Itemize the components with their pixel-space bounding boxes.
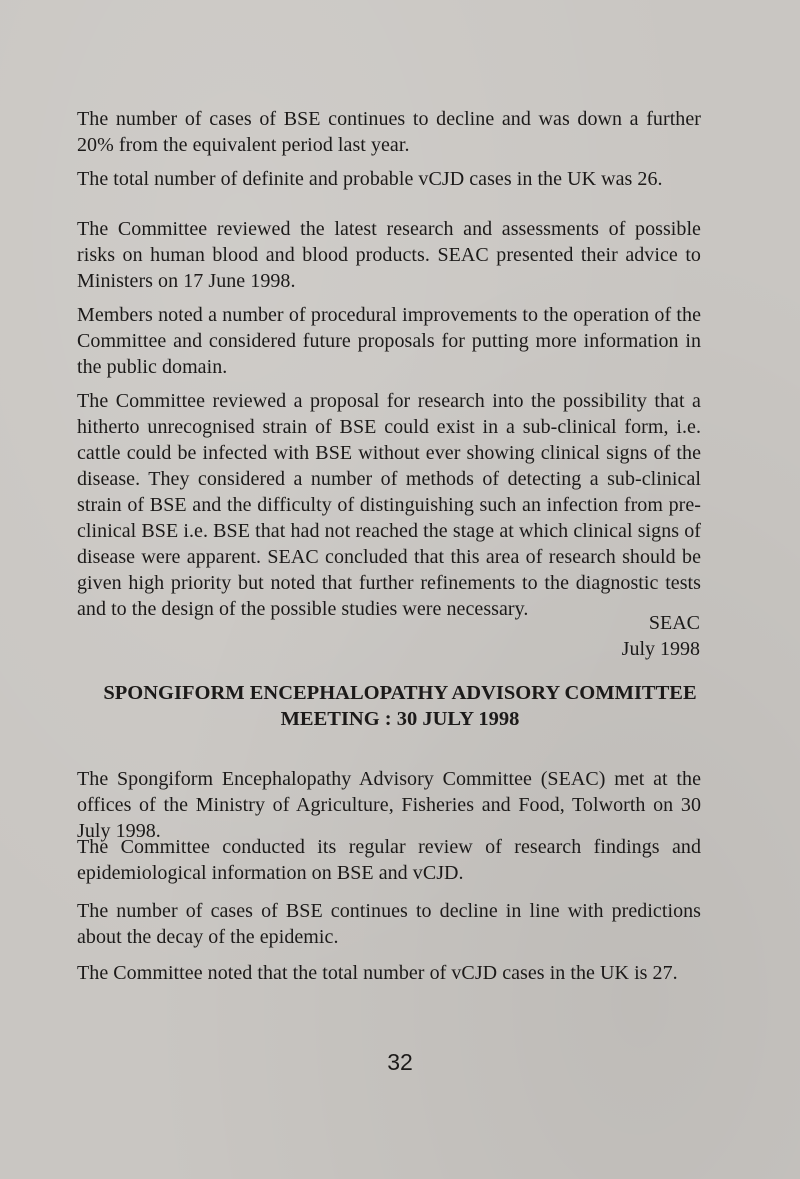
- signature-date: July 1998: [621, 638, 700, 660]
- paragraph-regular-review: The Committee conducted its regular review of research findings and epidemiological information on BSE and vCJD.: [77, 836, 701, 884]
- paragraph-meeting-location: The Spongiform Encephalopathy Advisory Committee (SEAC) met at the offices of the Ministry of Agriculture, Fisheries and Food, Tolworth on 30 July 1998.: [77, 768, 701, 842]
- paragraph-bse-predictions: The number of cases of BSE continues to decline in line with predictions about the decay of the epidemic.: [77, 900, 701, 948]
- meeting-heading-title: SPONGIFORM ENCEPHALOPATHY ADVISORY COMMITTEE: [103, 682, 697, 704]
- paragraph-blood-products: The Committee reviewed the latest research and assessments of possible risks on human blood and blood products. SEAC presented their advice to Ministers on 17 June 1998.: [77, 218, 701, 292]
- paragraph-vcjd-total-26: The total number of definite and probable vCJD cases in the UK was 26.: [77, 168, 663, 190]
- page-number: 32: [387, 1049, 413, 1075]
- paragraph-vcjd-total-27: The Committee noted that the total number of vCJD cases in the UK is 27.: [77, 962, 678, 984]
- paragraph-bse-decline: The number of cases of BSE continues to decline and was down a further 20% from the equivalent period last year.: [77, 108, 701, 156]
- paragraph-subclinical-research: The Committee reviewed a proposal for research into the possibility that a hitherto unrecognised strain of BSE could exist in a sub-clinical form, i.e. cattle could be infected with BSE without ever showing clinical signs of the disease. They considered a number of methods of detecting a sub-clinical strain of BSE and the difficulty of distinguishing such an infection from pre-clinical BSE i.e. BSE that had not reached the stage at which clinical signs of disease were apparent. SEAC concluded that this area of research should be given high priority but noted that further refinements to the diagnostic tests and to the design of the possible studies were necessary.: [77, 390, 701, 620]
- paragraph-procedural-improvements: Members noted a number of procedural improvements to the operation of the Committee and considered future proposals for putting more information in the public domain.: [77, 304, 701, 378]
- meeting-heading-date: MEETING : 30 JULY 1998: [280, 708, 520, 730]
- signature-org: SEAC: [648, 612, 700, 634]
